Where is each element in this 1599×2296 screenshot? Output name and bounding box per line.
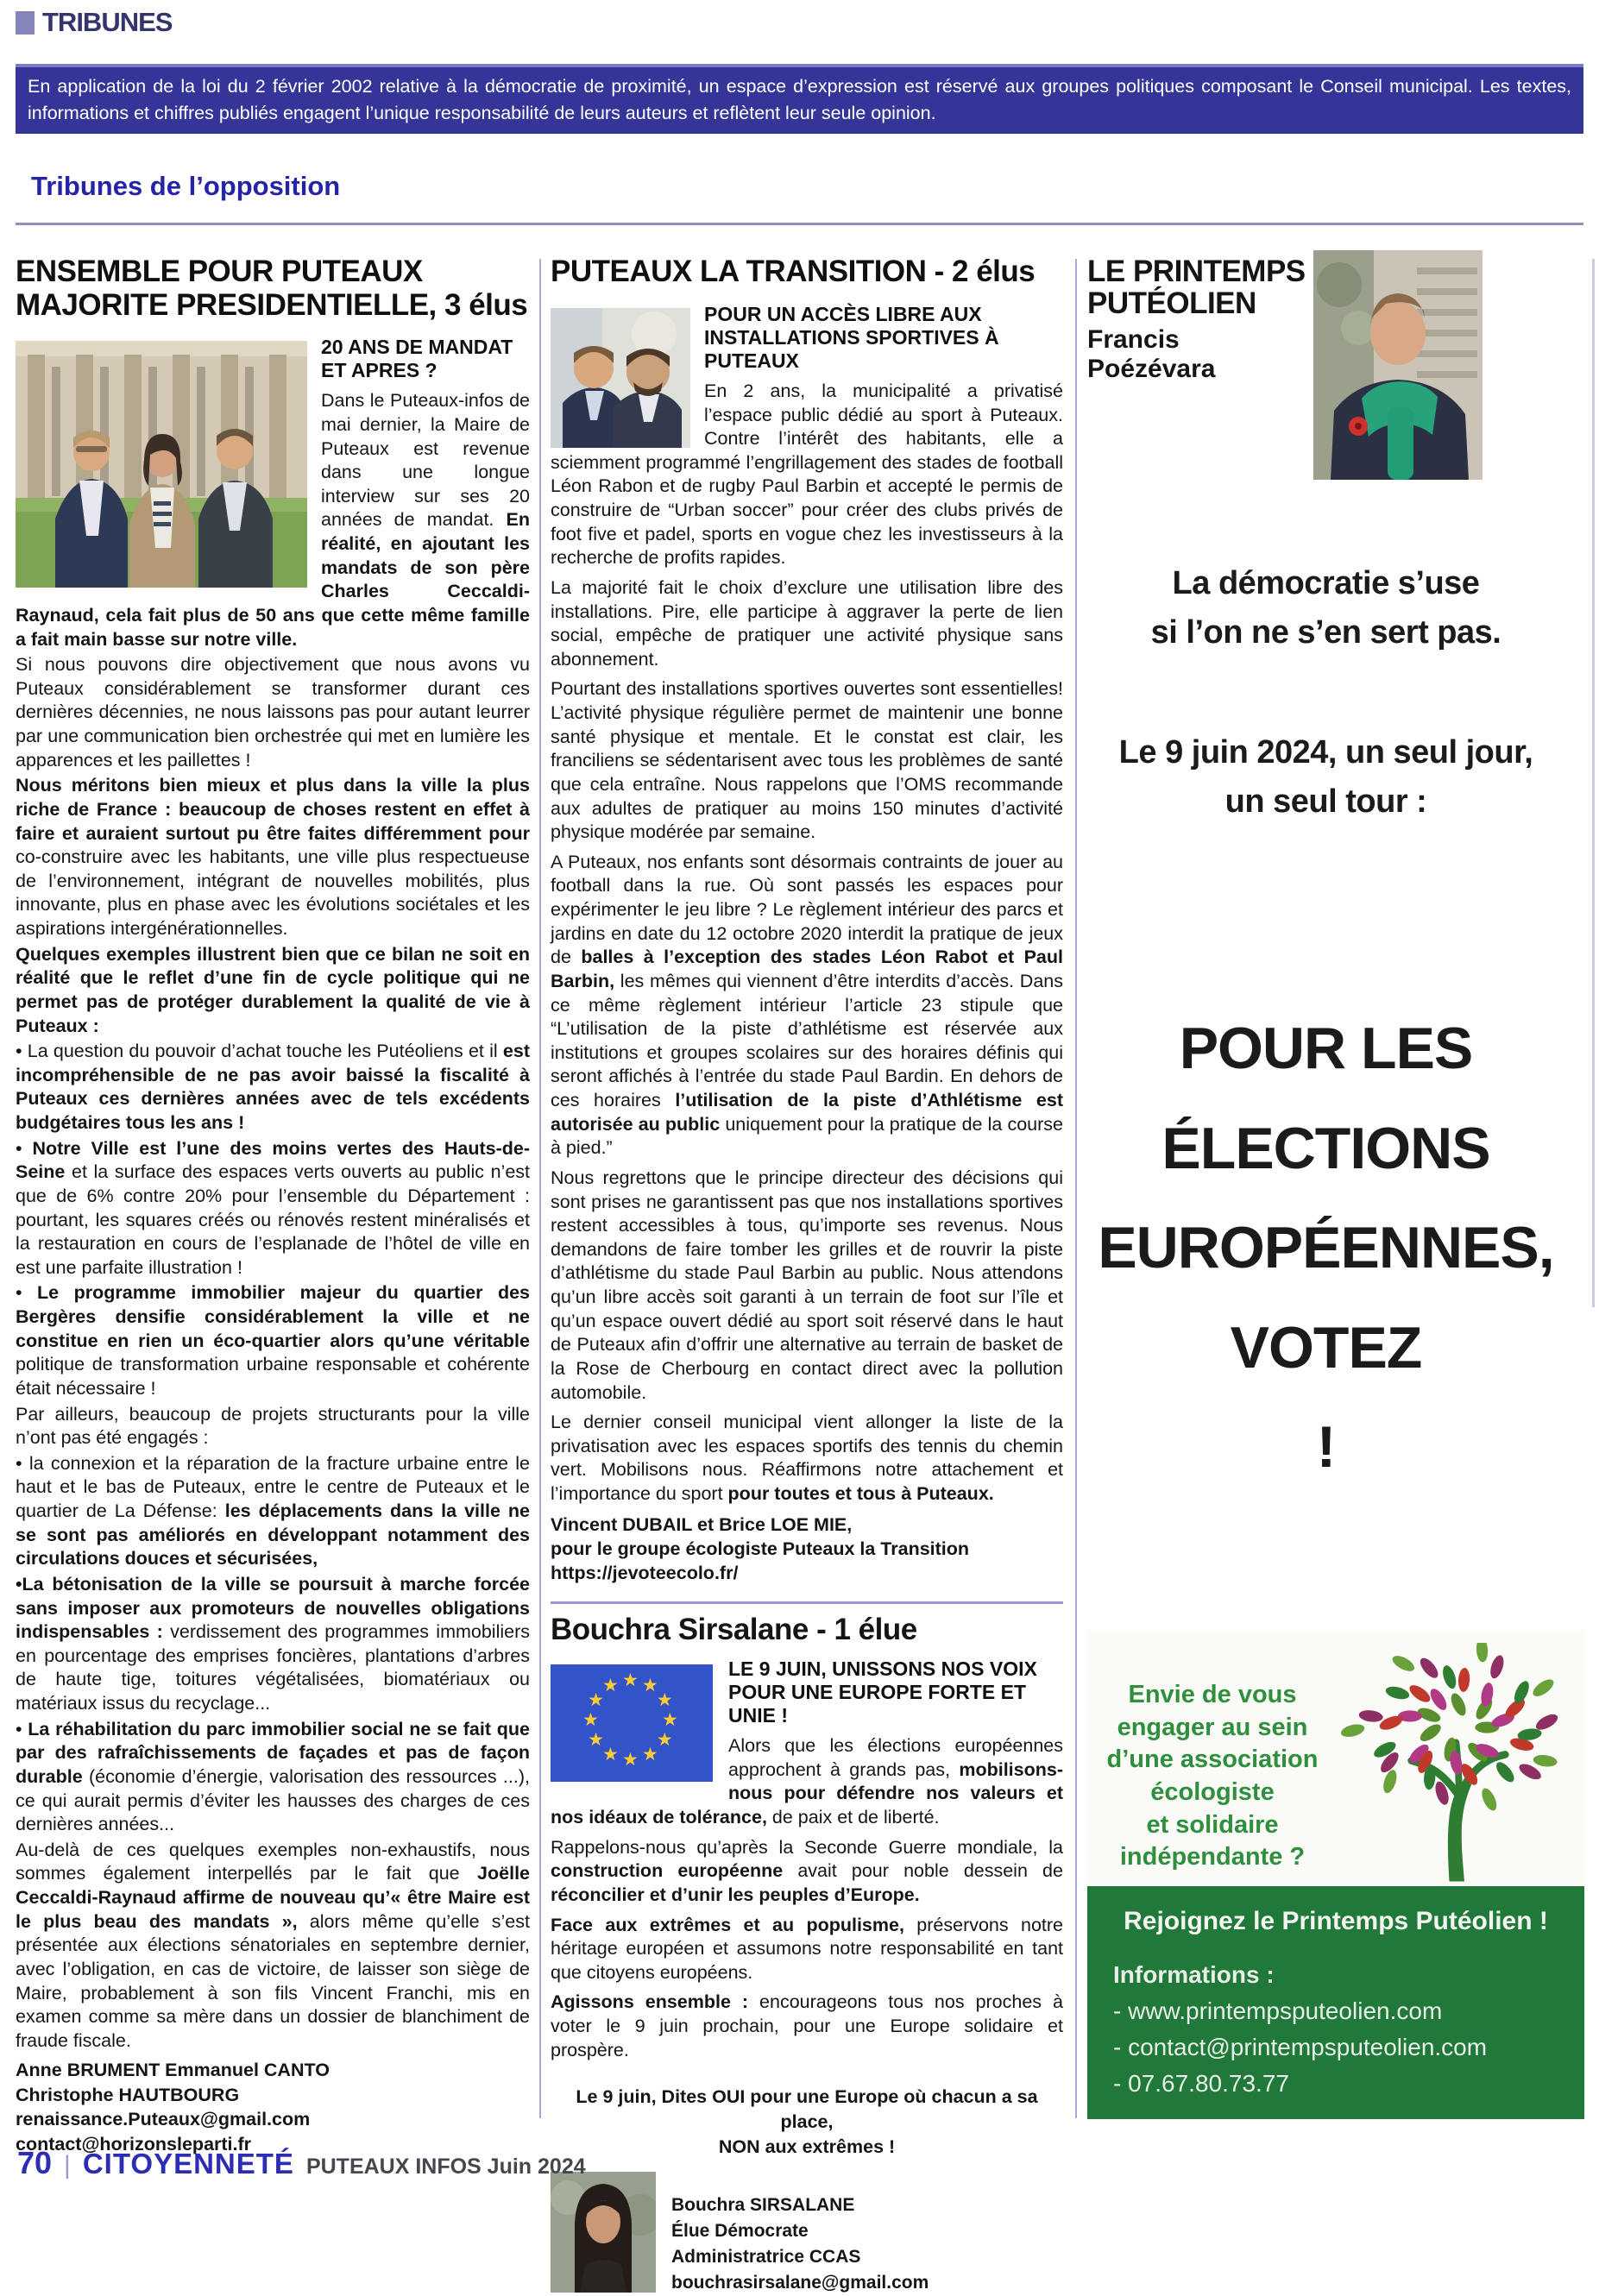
eu-star-icon: ★ xyxy=(642,1744,658,1764)
bouchra-photo xyxy=(551,2172,656,2293)
footer-separator: | xyxy=(64,2151,71,2180)
kicker-square-icon xyxy=(16,11,35,35)
promo-join-label: Rejoignez le Printemps Putéolien ! xyxy=(1124,1907,1548,1935)
eu-star-icon: ★ xyxy=(582,1709,599,1730)
kicker-label: TRIBUNES xyxy=(42,7,173,37)
bouchra-closing: Le 9 juin, Dites OUI pour une Europe où chacun a sa place, NON aux extrêmes ! xyxy=(576,2086,1038,2158)
printemps-author: Francis Poézévara xyxy=(1087,324,1216,383)
column-divider xyxy=(539,259,541,2118)
eu-star-icon: ★ xyxy=(622,1670,639,1690)
article-ensemble-pour-puteaux xyxy=(16,255,530,2156)
article-signature: Anne BRUMENT Emmanuel CANTO Christophe HAUTBOURG renaissance.Puteaux@gmail.com contact@horizonsleparti.fr xyxy=(16,2060,330,2154)
bouchra-subhead: LE 9 JUIN, UNISSONS NOS VOIX POUR UNE EUROPE FORTE ET UNIE ! xyxy=(728,1657,1037,1727)
article-subhead: 20 ANS DE MANDAT ET APRES ? xyxy=(321,336,513,382)
article-printemps-puteolien xyxy=(1087,255,1584,2119)
eu-star-icon: ★ xyxy=(662,1709,678,1730)
article-title: ENSEMBLE POUR PUTEAUX MAJORITE PRESIDENTIELLE, 3 élus xyxy=(16,255,528,322)
statement-vote: POUR LES ÉLECTIONS EUROPÉENNES, VOTEZ ! xyxy=(1098,1016,1554,1481)
eu-star-icon: ★ xyxy=(602,1744,619,1764)
eu-star-icon: ★ xyxy=(622,1749,639,1770)
page-kicker xyxy=(16,7,172,38)
bouchra-body: Alors que les élections européennes approchent à grands pas, mobilisons-nous pour défendre nos valeurs et nos idéaux de tolérance, de paix et de liberté. Rappelons-nous qu’après la Seconde Guerre mondiale, la construction européenne avait pour noble dessein de réconcilier et d’unir les peuples d’Europe. Face aux extrêmes et au populisme, préservons notre héritage européen et assumons notre responsabilité en tant que citoyens européens. Agissons ensemble : encourageons tous nos proches à voter le 9 juin prochain, pour une Europe solidaire et prospère. xyxy=(551,1735,1063,2060)
promo-info xyxy=(1087,1936,1584,2102)
article-body: Dans le Puteaux-infos de mai dernier, la Maire de Puteaux est revenue dans une longue interview sur ses 20 années de mandat. En réalité, en ajoutant les mandats de son père Charles Ceccaldi-Raynaud, cela fait plus de 50 ans que cette même famille a fait main basse sur notre ville. Si nous pouvons dire objectivement que nous avons vu Puteaux considérablement se transformer durant ces dernières décennies, ne nous laissons pas pour autant leurrer par une communication bien orchestrée qui met en lumière les apparences et les paillettes ! Nous méritons bien mieux et plus dans la ville la plus riche de France : beaucoup de choses restent en effet à faire et auraient surtout pu être faites différemment pour co-construire avec les habitants, une ville plus respectueuse de l’environnement, intégrant de nouvelles mobilités, plus innovante, plus en phase avec les évolutions sociétales et les aspirations intergénérationnelles. Quelques exemples illustrent bien que ce bilan ne soit en réalité que le reflet d’une fin de cycle politique qui ne permet pas de protéger durablement la qualité de vie à Puteaux : • La question du pouvoir d’achat touche les Putéoliens et il est incompréhensible de ne pas avoir baissé la fiscalité à Puteaux ces dernières années avec de tels excédents budgétaires tous les ans ! • Notre Ville est l’une des moins vertes des Hauts-de-Seine et la surface des espaces verts ouverts au public n’est que de 6% contre 20% pour l’ensemble du Département : pourtant, les squares créés ou rénovés restent minéralisés et la restauration en cours de l’esplanade de l’hôtel de ville en est une parfaite illustration ! • Le programme immobilier majeur du quartier des Bergères densifie considérablement la ville et ne constitue en rien un éco-quartier alors qu’une véritable politique de transformation urbaine responsable et cohérente était nécessaire ! Par ailleurs, beaucoup de projets structurants pour la ville n’ont pas été engagés : • la connexion et la réparation de la fracture urbaine entre le haut et le bas de Puteaux, entre le centre de Puteaux et le quartier de La Défense: les déplacements dans la ville ne se sont pas améliorés en développant notamment des circulations douces et sécurisées, •La bétonisation de la ville se poursuit à marche forcée sans imposer aux promoteurs de nouvelles obligations indispensables : verdissement des programmes immobiliers en pourcentage des emprises foncières, plantations d’arbres de haute tige, toitures végétalisées, biomatériaux ou matériaux issus du recyclage... • La réhabilitation du parc immobilier social ne se fait que par des rafraîchissements de façades et pas de façon durable (économie d’énergie, valorisation des ressources ...), ce qui aurait permis d’éviter les hausses des charges de ces dernières années... Au-delà de ces quelques exemples non-exhaustifs, nous sommes également interpellés par le fait que Joëlle Ceccaldi-Raynaud affirme de nouveau qu’« être Maire est le plus beau des mandats », alors même qu’elle s’est présentée aux élections sénatoriales en septembre dernier, avec l’obligation, en cas de victoire, de laisser son siège de Maire, probablement à son fils Vincent Franchi, mis en examen comme sa mère dans un dossier de blanchiment de fraude fiscale. xyxy=(16,390,530,2051)
duo-photo xyxy=(551,308,690,448)
bouchra-signature-block xyxy=(551,2172,1063,2295)
sub-article-rule xyxy=(551,1601,1063,1604)
footer-section: CITOYENNETÉ xyxy=(82,2148,294,2180)
footer-magazine: PUTEAUX INFOS Juin 2024 xyxy=(305,2154,586,2179)
group-photo xyxy=(16,341,307,588)
printemps-title: LE PRINTEMPS PUTÉOLIEN xyxy=(1087,255,1306,321)
eu-star-icon: ★ xyxy=(656,1729,673,1750)
page-edge-line xyxy=(1592,259,1595,1307)
eu-star-icon: ★ xyxy=(642,1675,658,1695)
section-title: Tribunes de l’opposition xyxy=(31,171,341,201)
statement-date: Le 9 juin 2024, un seul jour, un seul tour : xyxy=(1118,734,1533,820)
printemps-header xyxy=(1087,255,1310,384)
article-puteaux-la-transition xyxy=(551,255,1063,2296)
bouchra-signature: Bouchra SIRSALANE Élue Démocrate Administratrice CCAS bouchrasirsalane@gmail.com xyxy=(671,2195,929,2293)
eu-star-icon: ★ xyxy=(588,1689,604,1710)
promo-info-title: Informations : xyxy=(1113,1961,1275,1988)
transition-subhead: POUR UN ACCÈS LIBRE AUX INSTALLATIONS SPORTIVES À PUTEAUX xyxy=(704,302,999,372)
promo-green-band xyxy=(1087,1886,1584,2119)
section-rule xyxy=(16,223,1583,225)
transition-signature: Vincent DUBAIL et Brice LOE MIE, pour le groupe écologiste Puteaux la Transition https://jevoteecolo.fr/ xyxy=(551,1513,970,1584)
eu-star-icon: ★ xyxy=(602,1675,619,1695)
promo-box xyxy=(1087,1631,1584,2119)
promo-info-lines: - www.printempsputeolien.com - contact@printempsputeolien.com - 07.67.80.73.77 xyxy=(1113,1997,1488,2097)
tree-illustration xyxy=(1339,1643,1577,1884)
statement-democracy: La démocratie s’use si l’on ne s’en sert pas. xyxy=(1150,565,1501,651)
page-number: 70 xyxy=(17,2145,53,2180)
promo-top xyxy=(1087,1631,1584,1886)
eu-star-icon: ★ xyxy=(588,1729,604,1750)
promo-question: Envie de vous engager au sein d’une association écologiste et solidaire indépendante ? xyxy=(1106,1681,1319,1871)
article-title: PUTEAUX LA TRANSITION - 2 élus xyxy=(551,255,1036,288)
francis-photo xyxy=(1313,250,1483,480)
eu-flag xyxy=(551,1664,713,1782)
page-footer xyxy=(17,2145,586,2181)
eu-star-icon: ★ xyxy=(656,1689,673,1710)
column-divider xyxy=(1075,259,1077,2118)
legal-banner: En application de la loi du 2 février 2002 relative à la démocratie de proximité, un espace d’expression est réservé aux groupes politiques composant le Conseil municipal. Les textes, informations et chiffres publiés engagent l’unique responsabilité de leurs auteurs et reflètent leur seule opinion. xyxy=(16,64,1583,134)
transition-body: En 2 ans, la municipalité a privatisé l’espace public dédié au sport à Puteaux. Contre l’intérêt des habitants, elle a sciemment programmé l’engrillagement des stades de football Léon Rabon et de rugby Paul Barbin et accepté le permis de construire de “Urban soccer” pour créer des clubs privés de foot five et padel, sports en vogue chez les investisseurs à la recherche de profits rapides. La majorité fait le choix d’exclure une utilisation libre des installations. Pire, elle participe à aggraver la perte de lien social, empêche de pratiquer une activité physique sans abonnement. Pourtant des installations sportives ouvertes sont essentielles! L’activité physique régulière permet de maintenir une bonne santé physique et mentale. Et le constat est clair, les franciliens se sédentarisent avec tous les problèmes de santé que cela entraîne. Nous rappelons que l’OMS recommande aux adultes de pratiquer au moins 150 minutes d’activité physique modérée par semaine. A Puteaux, nos enfants sont désormais contraints de jouer au football dans la rue. Où sont passés les espaces pour expérimenter le jeu libre ? Le règlement intérieur des parcs et jardins en date du 12 octobre 2020 interdit la pratique de jeux de balles à l’exception des stades Léon Rabot et Paul Barbin, les mêmes qui viennent d’être interdits d’accès. Dans ce même règlement intérieur l’article 23 stipule que “L’utilisation de la piste d’athlétisme est réservée aux institutions et groupes scolaires sur des horaires définis qui seront affichés à l’entrée du stade Paul Bardin. En dehors de ces horaires l’utilisation de la piste d’Athlétisme est autorisée au public uniquement pour la pratique de la course à pied.” Nous regrettons que le principe directeur des décisions qui sont prises ne garantissent pas que nos installations sportives restent accessibles à tous, qu’importe ses revenus. Nous demandons de faire tomber les grilles et de rouvrir la piste d’athlétisme du stade Paul Barbin au public. Nous attendons qu’un libre accès soit garanti à un terrain de foot sur l’île et qu’un espace ouvert dédié au sport soit réservé dans le haut de Puteaux afin d’offrir une alternative au terrain de basket de la Rose de Cherbourg en contact direct avec la pollution automobile. Le dernier conseil municipal vient allonger la liste de la privatisation avec les espaces sportifs des tennis du chemin vert. Mobilisons nous. Réaffirmons notre attachement et l’importance du sport pour toutes et tous à Puteaux. xyxy=(551,380,1064,1504)
bouchra-title: Bouchra Sirsalane - 1 élue xyxy=(551,1612,917,1646)
